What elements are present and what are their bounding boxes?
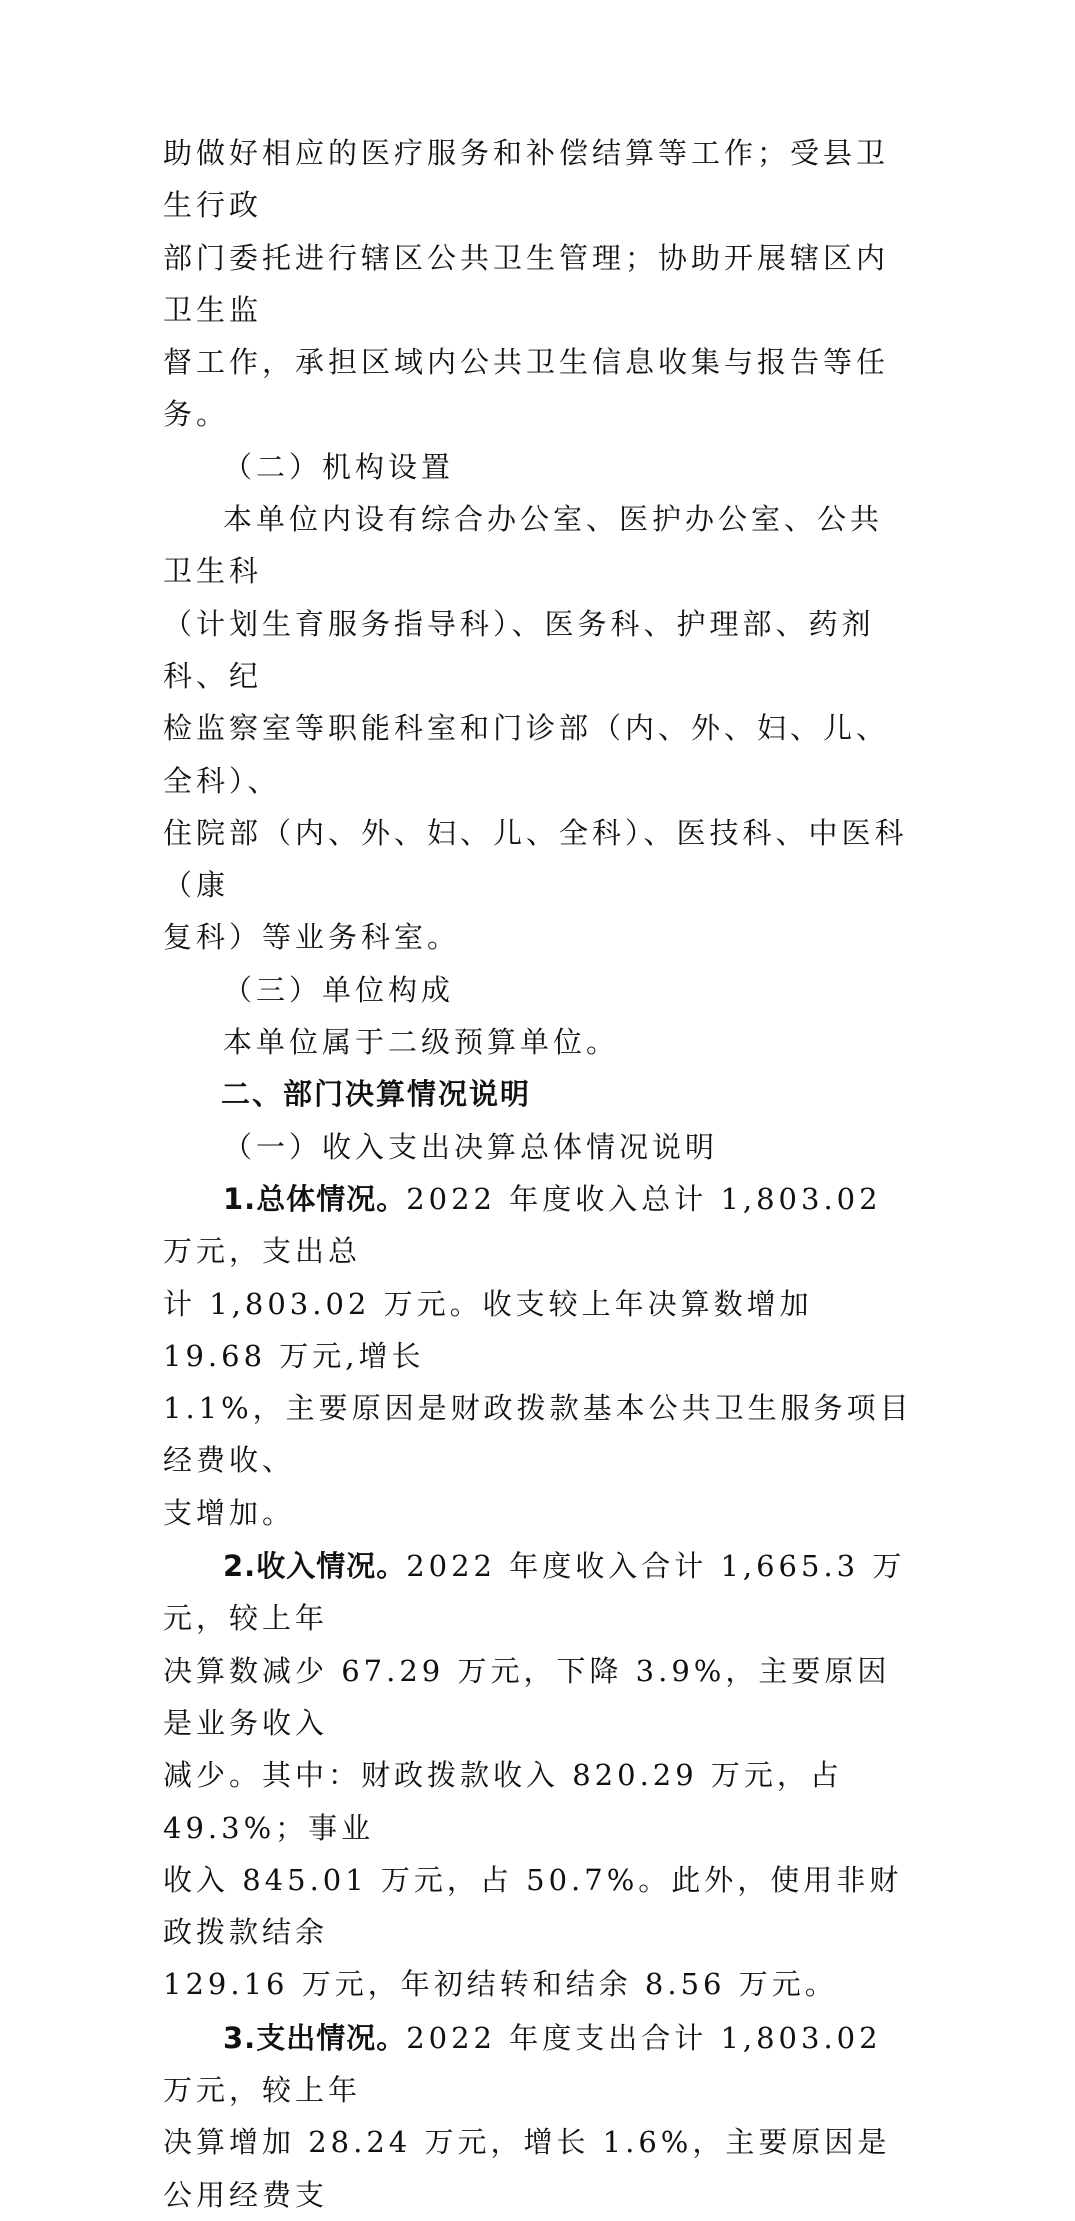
continuation-line-3: 督工作，承担区域内公共卫生信息收集与报告等任务。 — [163, 345, 890, 432]
unit-composition-heading: （三）单位构成 — [223, 972, 455, 1007]
overall-line-3: 1.1%，主要原因是财政拨款基本公共卫生服务项目经费收、 — [163, 1391, 913, 1478]
org-setup-line-2: （计划生育服务指导科）、医务科、护理部、药剂科、纪 — [163, 606, 875, 693]
continuation-line-1: 助做好相应的医疗服务和补偿结算等工作；受县卫生行政 — [163, 136, 890, 223]
expense-lead: 3.支出情况。 — [223, 2020, 407, 2055]
income-line-5: 129.16 万元，年初结转和结余 8.56 万元。 — [163, 1967, 838, 2002]
income-lead: 2.收入情况。 — [223, 1549, 407, 1584]
unit-composition-text: 本单位属于二级预算单位。 — [223, 1025, 620, 1060]
org-setup-heading: （二）机构设置 — [223, 449, 455, 484]
expense-line-1 — [163, 2012, 915, 2117]
org-setup-line-4: 住院部（内、外、妇、儿、全科）、医技科、中医科（康 — [163, 815, 908, 903]
income-line-2: 决算数减少 67.29 万元，下降 3.9%，主要原因是业务收入 — [163, 1653, 891, 1740]
income-line-1-text: 2022 年度收入合计 1,665.3 万元，较上年 — [163, 1549, 906, 1636]
continuation-line-2: 部门委托进行辖区公共卫生管理；协助开展辖区内卫生监 — [163, 240, 890, 327]
overall-line-4: 支增加。 — [163, 1495, 296, 1530]
overall-line-1-text: 2022 年度收入总计 1,803.02 万元，支出总 — [163, 1181, 882, 1269]
section-2-heading: 二、部门决算情况说明 — [221, 1077, 532, 1112]
income-line-1 — [163, 1540, 915, 1645]
org-setup-line-1: 本单位内设有综合办公室、医护办公室、公共卫生科 — [163, 502, 884, 589]
overall-line-2: 计 1,803.02 万元。收支较上年决算数增加 19.68 万元,增长 — [163, 1286, 813, 1373]
org-setup-line-3: 检监察室等职能科室和门诊部（内、外、妇、儿、全科）、 — [163, 711, 890, 798]
income-line-4: 收入 845.01 万元，占 50.7%。此外，使用非财政拨款结余 — [163, 1862, 903, 1950]
expense-line-2: 决算增加 28.24 万元，增长 1.6%，主要原因是公用经费支 — [163, 2125, 891, 2212]
section-2-sub1-heading: （一）收入支出决算总体情况说明 — [223, 1129, 719, 1164]
income-line-3: 减少。其中：财政拨款收入 820.29 万元，占 49.3%；事业 — [163, 1758, 843, 1845]
org-setup-line-5: 复科）等业务科室。 — [163, 920, 461, 955]
overall-line-1 — [163, 1173, 915, 1278]
expense-line-1-text: 2022 年度支出合计 1,803.02 万元，较上年 — [163, 2020, 882, 2107]
overall-lead: 1.总体情况。 — [223, 1181, 407, 1216]
